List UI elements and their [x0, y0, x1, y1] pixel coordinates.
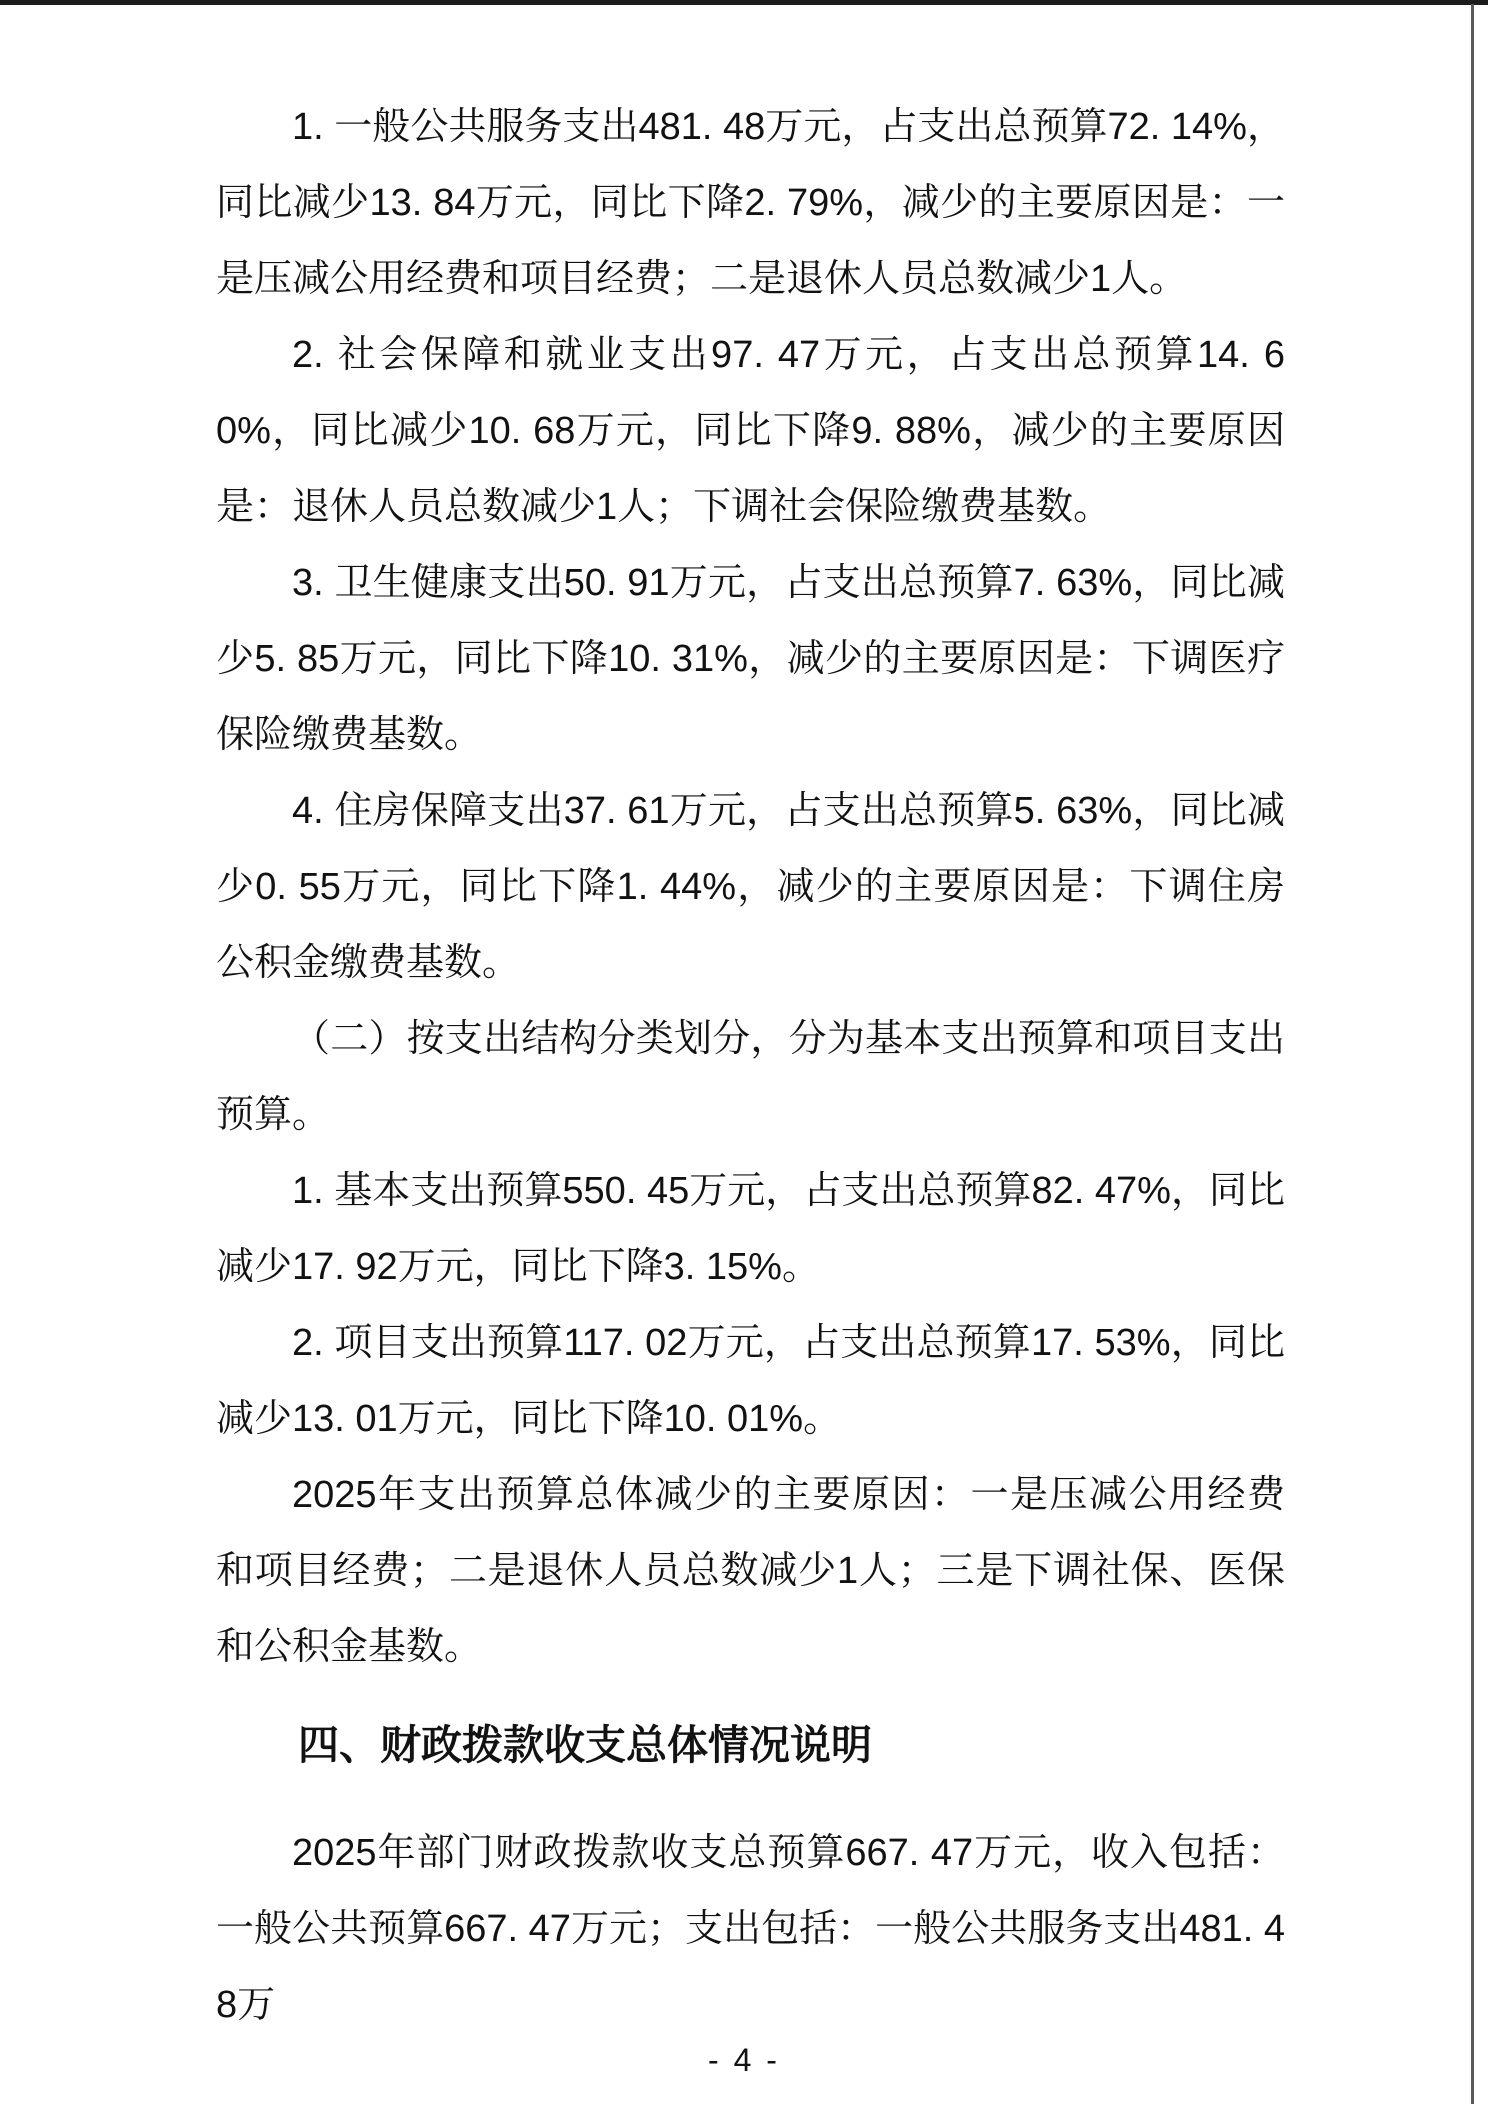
paragraph-basic-expenditure: 1. 基本支出预算550. 45万元，占支出总预算82. 47%，同比减少17. 92万元，同比下降3. 15%。 — [216, 1170, 1285, 1288]
paragraph-housing-security: 4. 住房保障支出37. 61万元，占支出总预算5. 63%，同比减少0. 55万元，同比下降1. 44%，减少的主要原因是：下调住房公积金缴费基数。 — [216, 790, 1285, 984]
paragraph-structure-classification-intro: （二）按支出结构分类划分，分为基本支出预算和项目支出预算。 — [216, 1018, 1285, 1136]
section-heading-fiscal-appropriation: 四、财政拨款收支总体情况说明 — [298, 1722, 872, 1768]
paragraph-health: 3. 卫生健康支出50. 91万元，占支出总预算7. 63%，同比减少5. 85万元，同比下降10. 31%，减少的主要原因是：下调医疗保险缴费基数。 — [216, 562, 1285, 756]
paragraph-overall-decrease-reasons: 2025年支出预算总体减少的主要原因：一是压减公用经费和项目经费；二是退休人员总数减少1人；三是下调社保、医保和公积金基数。 — [216, 1474, 1285, 1668]
paragraph-social-security-employment: 2. 社会保障和就业支出97. 47万元，占支出总预算14. 60%，同比减少10. 68万元，同比下降9. 88%，减少的主要原因是：退休人员总数减少1人；下调社会保险缴费基数。 — [216, 334, 1285, 528]
page-number: - 4 - — [708, 2042, 780, 2078]
document-text-block — [216, 89, 1285, 2034]
paragraph-general-public-services: 1. 一般公共服务支出481. 48万元，占支出总预算72. 14%，同比减少13. 84万元，同比下降2. 79%，减少的主要原因是：一是压减公用经费和项目经费；二是退休人员总数减少1人。 — [216, 106, 1285, 300]
paragraph-project-expenditure: 2. 项目支出预算117. 02万元，占支出总预算17. 53%，同比减少13. 01万元，同比下降10. 01%。 — [216, 1322, 1285, 1440]
paragraph-fiscal-appropriation-totals: 2025年部门财政拨款收支总预算667. 47万元，收入包括：一般公共预算667. 47万元；支出包括：一般公共服务支出481. 48万 — [216, 1832, 1285, 2026]
scan-edge-right-line — [1471, 4, 1474, 2104]
scan-edge-top-band — [0, 0, 1488, 5]
